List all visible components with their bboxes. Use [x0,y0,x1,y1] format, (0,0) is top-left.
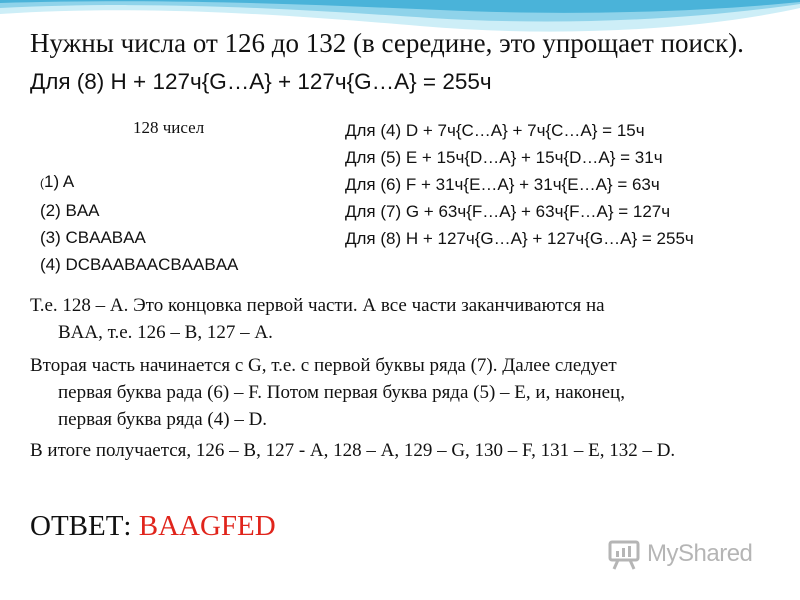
paragraph-line: Вторая часть начинается с G, т.е. с первой буквы ряда (7). Далее следует [30,355,617,376]
sequence-list [40,168,238,278]
sequence-item: (2) BAA [40,201,100,220]
rule-item: Для (4) D + 7ч{C…A} + 7ч{C…A} = 15ч [345,121,645,140]
paragraph-end-of-first-part [30,292,780,346]
sequence-item [40,168,238,197]
paragraph-line: Т.е. 128 – А. Это концовка первой части. А все части заканчиваются на [30,295,605,316]
rules-list [345,117,694,252]
paragraph-line: первая буква рада (6) – F. Потом первая буква ряда (5) – E, и, наконец, [58,382,625,403]
paragraph-result [30,437,780,464]
rule-item: Для (7) G + 63ч{F…A} + 63ч{F…A} = 127ч [345,202,671,221]
rule-item: Для (5) E + 15ч{D…A} + 15ч{D…A} = 31ч [345,148,663,167]
paragraph-line: первая буква ряда (4) – D. [58,409,268,430]
paragraph-line: BAA, т.е. 126 – В, 127 – А. [58,322,273,343]
rule-item: Для (6) F + 31ч{E…A} + 31ч{E…A} = 63ч [345,175,660,194]
rule-item: Для (8) H + 127ч{G…A} + 127ч{G…A} = 255ч [345,229,694,248]
sequence-item: (4) DCBAABAACBAABAA [40,255,239,274]
paragraph-line: В итоге получается, 126 – В, 127 - А, 128 – А, 129 – G, 130 – F, 131 – E, 132 – D. [30,440,676,461]
chart-easel-icon [607,537,641,571]
answer-value: BAAGFED [138,510,276,542]
sequence-text: 1) A [44,172,75,191]
sequence-item: (3) CBAABAA [40,228,146,247]
label-128-numbers: 128 чисел [133,118,205,137]
answer-label: ОТВЕТ: [30,510,139,542]
title-line-1: Нужны числа от 126 до 132 (в середине, это упрощает поиск). [30,28,744,58]
sequence-paren: ( [40,176,44,190]
paragraph-second-part [30,352,780,433]
answer [30,510,276,543]
watermark-text: MyShared [647,540,753,567]
watermark [607,534,767,574]
title-line-2: Для (8) H + 127ч{G…A} + 127ч{G…A} = 255ч [30,69,492,94]
